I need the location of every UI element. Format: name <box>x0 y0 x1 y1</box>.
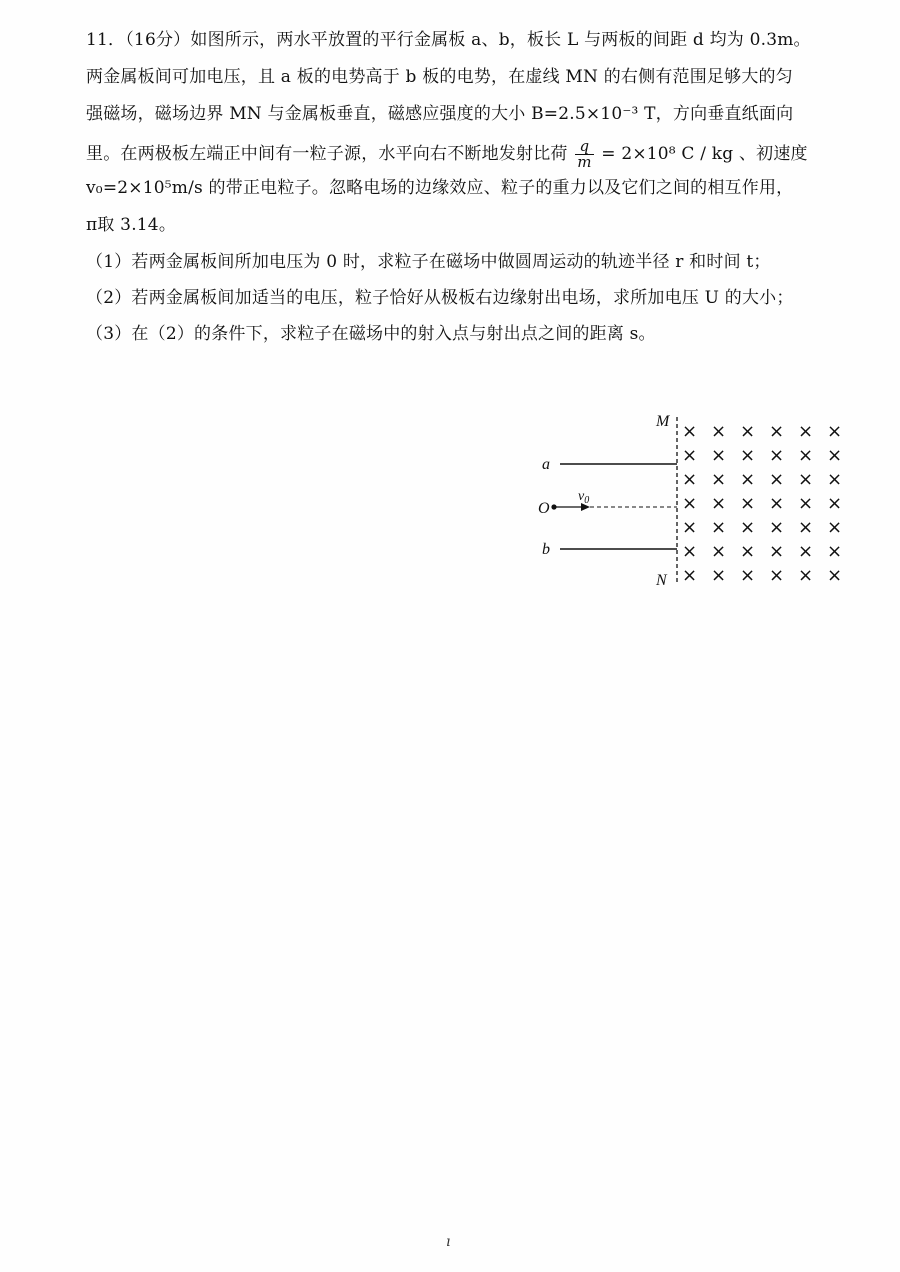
field-cross: × <box>711 493 727 514</box>
sub-question-1: （1）若两金属板间所加电压为 0 时，求粒子在磁场中做圆周运动的轨迹半径 r 和时间 t； <box>86 252 771 272</box>
field-cross: × <box>740 541 756 562</box>
label-v0-sub: 0 <box>584 495 590 506</box>
page-mark: ı <box>446 1234 451 1250</box>
problem-text-line-2: 两金属板间可加电压，且 a 板的电势高于 b 板的电势，在虚线 MN 的右侧有范围足够大的匀 <box>86 67 793 87</box>
field-cross: × <box>798 541 814 562</box>
field-cross: × <box>740 565 756 586</box>
field-cross: × <box>740 517 756 538</box>
field-cross: × <box>798 517 814 538</box>
field-cross: × <box>798 445 814 466</box>
field-cross: × <box>740 421 756 442</box>
label-m: M <box>656 413 670 430</box>
field-cross: × <box>711 565 727 586</box>
label-plate-b: b <box>542 541 550 558</box>
field-cross: × <box>827 517 843 538</box>
field-cross: × <box>827 493 843 514</box>
field-cross: × <box>769 445 785 466</box>
problem-11 <box>86 28 868 358</box>
field-cross: × <box>711 469 727 490</box>
field-cross: × <box>682 469 698 490</box>
specific-charge-lead-text: 里。在两极板左端正中间有一粒子源，水平向右不断地发射比荷 <box>86 144 568 164</box>
field-cross: × <box>682 421 698 442</box>
field-cross: × <box>740 493 756 514</box>
field-cross: × <box>769 565 785 586</box>
field-cross: × <box>769 541 785 562</box>
specific-charge-fraction <box>575 139 593 170</box>
label-n: N <box>656 572 667 589</box>
label-v0 <box>578 489 589 506</box>
field-cross: × <box>827 565 843 586</box>
field-cross: × <box>740 445 756 466</box>
problem-text-line-4 <box>86 139 868 176</box>
field-cross: × <box>827 541 843 562</box>
field-cross: × <box>682 541 698 562</box>
field-cross: × <box>798 469 814 490</box>
magnetic-field-grid <box>682 421 842 586</box>
field-cross: × <box>740 469 756 490</box>
field-cross: × <box>682 445 698 466</box>
field-cross: × <box>798 565 814 586</box>
field-cross: × <box>769 517 785 538</box>
label-source-o: O <box>538 500 550 517</box>
field-cross: × <box>711 517 727 538</box>
field-cross: × <box>682 493 698 514</box>
field-cross: × <box>827 421 843 442</box>
field-cross: × <box>711 541 727 562</box>
sub-question-2: （2）若两金属板间加适当的电压，粒子恰好从极板右边缘射出电场，求所加电压 U 的大小； <box>86 288 794 308</box>
field-cross: × <box>711 445 727 466</box>
field-cross: × <box>827 445 843 466</box>
label-v0-main: v <box>578 489 585 504</box>
field-cross: × <box>769 469 785 490</box>
sub-question-3: （3）在（2）的条件下，求粒子在磁场中的射入点与射出点之间的距离 s。 <box>86 324 656 344</box>
field-cross: × <box>827 469 843 490</box>
field-cross: × <box>798 421 814 442</box>
field-cross: × <box>682 517 698 538</box>
field-cross: × <box>711 421 727 442</box>
problem-text-line-6: π取 3.14。 <box>86 215 177 235</box>
problem-text-line-1: 11．（16分）如图所示，两水平放置的平行金属板 a、b，板长 L 与两板的间距 d 均为 0.3m。 <box>86 30 811 50</box>
problem-text-line-3: 强磁场，磁场边界 MN 与金属板垂直，磁感应强度的大小 B=2.5×10⁻³ T，方向垂直纸面向 <box>86 104 794 124</box>
fraction-denominator: m <box>577 153 592 171</box>
field-cross: × <box>769 421 785 442</box>
fraction-numerator: q <box>575 139 593 155</box>
label-plate-a: a <box>542 456 550 473</box>
physics-diagram <box>520 405 860 595</box>
field-cross: × <box>682 565 698 586</box>
field-cross: × <box>798 493 814 514</box>
specific-charge-value-text: = 2×10⁸ C / kg 、初速度 <box>601 144 808 164</box>
problem-text-line-5: v₀=2×10⁵m/s 的带正电粒子。忽略电场的边缘效应、粒子的重力以及它们之间的相互作用， <box>86 178 794 198</box>
field-cross: × <box>769 493 785 514</box>
